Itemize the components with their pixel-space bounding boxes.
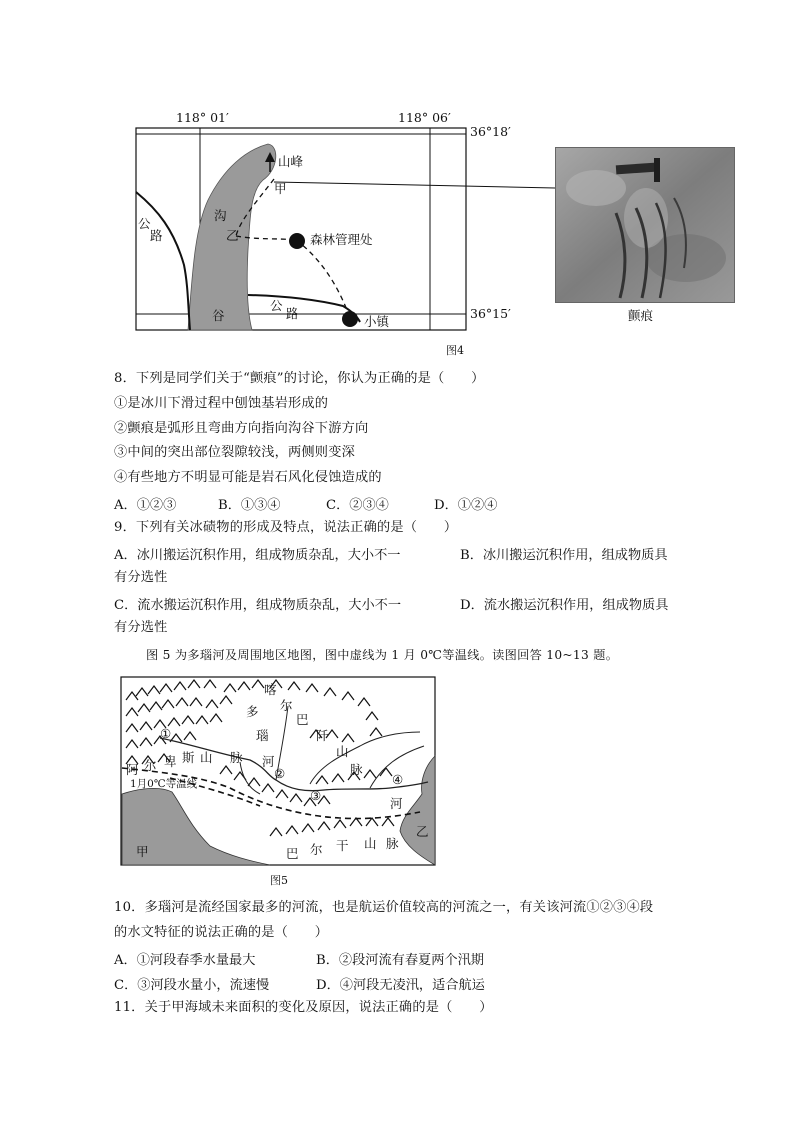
gou-label: 沟 (214, 208, 227, 223)
jia-label: 甲 (274, 181, 287, 196)
balkan-char-4: 山 (364, 836, 377, 851)
q10-option-a: A．①河段春季水量最大 (114, 953, 256, 968)
alps-char-6: 脉 (230, 750, 243, 765)
q8-option-a: A．①②③ (114, 498, 177, 513)
label-shan: 山 (336, 744, 349, 759)
label-qian: 阡 (316, 728, 329, 743)
q9-option-b-cont: 有分选性 (114, 570, 168, 585)
q8-item-2: ②颤痕是弧形且弯曲方向指向沟谷下游方向 (114, 421, 369, 436)
label-mai: 脉 (350, 762, 363, 777)
label-duo: 多 (246, 704, 259, 719)
road-bottom-label-2: 路 (286, 306, 299, 321)
town-dot (342, 311, 358, 327)
alps-char-2: 尔 (144, 758, 157, 773)
road-left-label-1: 公 (138, 216, 151, 231)
q10-option-d: D．④河段无凌汛，适合航运 (316, 978, 485, 993)
isotherm-label: 1月0℃等温线 (130, 778, 198, 790)
q9-option-c: C．流水搬运沉积作用，组成物质杂乱，大小不一 (114, 598, 402, 613)
q9-option-d: D．流水搬运沉积作用，组成物质具 (460, 598, 669, 613)
label-nao: 瑙 (256, 728, 269, 743)
figure-4-caption: 图4 (446, 344, 464, 357)
peak-label: 山峰 (278, 154, 304, 169)
label-ka: 喀 (264, 682, 277, 697)
chatter-marks-photo (555, 147, 735, 303)
alps-char-5: 山 (200, 750, 213, 765)
balkan-char-3: 干 (336, 838, 349, 853)
q8-item-4: ④有些地方不明显可能是岩石风化侵蚀造成的 (114, 470, 382, 485)
sea-yi-label: 乙 (416, 824, 429, 839)
q10-stem-cont: 的水文特征的说法正确的是（ ） (114, 925, 329, 940)
gu-label: 谷 (212, 308, 225, 323)
road-bottom-label-1: 公 (270, 298, 283, 313)
alps-char-1: 阿 (126, 762, 139, 777)
q11-stem: 11．关于甲海域未来面积的变化及原因，说法正确的是（ ） (114, 1000, 493, 1015)
label-he: 河 (262, 754, 275, 769)
figure-4 (128, 100, 748, 360)
label-he-2: 河 (390, 796, 403, 811)
sea-jia-label: 甲 (136, 844, 149, 859)
q9-option-b: B．冰川搬运沉积作用，组成物质具 (460, 548, 668, 563)
label-er: 尔 (280, 698, 293, 713)
lon-right-label: 118° 06′ (398, 110, 451, 125)
q8-option-c: C．②③④ (326, 498, 389, 513)
forest-office-label: 森林管理处 (310, 232, 373, 247)
q8-item-3: ③中间的突出部位裂隙较浅，两侧则变深 (114, 445, 355, 460)
q9-option-a: A．冰川搬运沉积作用，组成物质杂乱，大小不一 (114, 548, 401, 563)
balkan-char-1: 巴 (286, 846, 299, 861)
segment-1-marker: ① (160, 726, 172, 741)
q10-stem: 10．多瑙河是流经国家最多的河流，也是航运价值较高的河流之一，有关该河流①②③④段 (114, 900, 654, 915)
figure-5-caption: 图5 (270, 874, 288, 887)
q10-option-c: C．③河段水量小，流速慢 (114, 978, 270, 993)
lon-left-label: 118° 01′ (176, 110, 229, 125)
segment-2-marker: ② (274, 766, 286, 781)
forest-office-dot (289, 233, 305, 249)
figure-5-intro: 图 5 为多瑙河及周围地区地图，图中虚线为 1 月 0℃等温线。读图回答 10~13 题。 (146, 648, 619, 662)
lat-bottom-label: 36°15′ (470, 306, 511, 321)
q9-stem: 9．下列有关冰碛物的形成及特点，说法正确的是（ ） (114, 520, 458, 535)
balkan-char-5: 脉 (386, 836, 399, 851)
yi-label: 乙 (226, 228, 239, 243)
lat-top-label: 36°18′ (470, 124, 511, 139)
balkan-char-2: 尔 (310, 842, 323, 857)
q8-item-1: ①是冰川下滑过程中刨蚀基岩形成的 (114, 396, 329, 411)
label-ba: 巴 (296, 712, 309, 727)
alps-char-3: 卑 (164, 754, 177, 769)
alps-char-4: 斯 (182, 750, 195, 765)
q8-option-b: B．①③④ (218, 498, 281, 513)
segment-3-marker: ③ (310, 788, 322, 803)
segment-4-marker: ④ (392, 772, 404, 787)
town-label: 小镇 (364, 314, 390, 329)
photo-caption: 颤痕 (628, 308, 654, 323)
q8-option-d: D．①②④ (434, 498, 498, 513)
road-left-label-2: 路 (150, 228, 163, 243)
q9-option-d-cont: 有分选性 (114, 620, 168, 635)
figure-5 (120, 676, 438, 890)
q10-option-b: B．②段河流有春夏两个汛期 (316, 953, 484, 968)
q8-stem: 8．下列是同学们关于“颤痕”的讨论，你认为正确的是（ ） (114, 371, 485, 386)
